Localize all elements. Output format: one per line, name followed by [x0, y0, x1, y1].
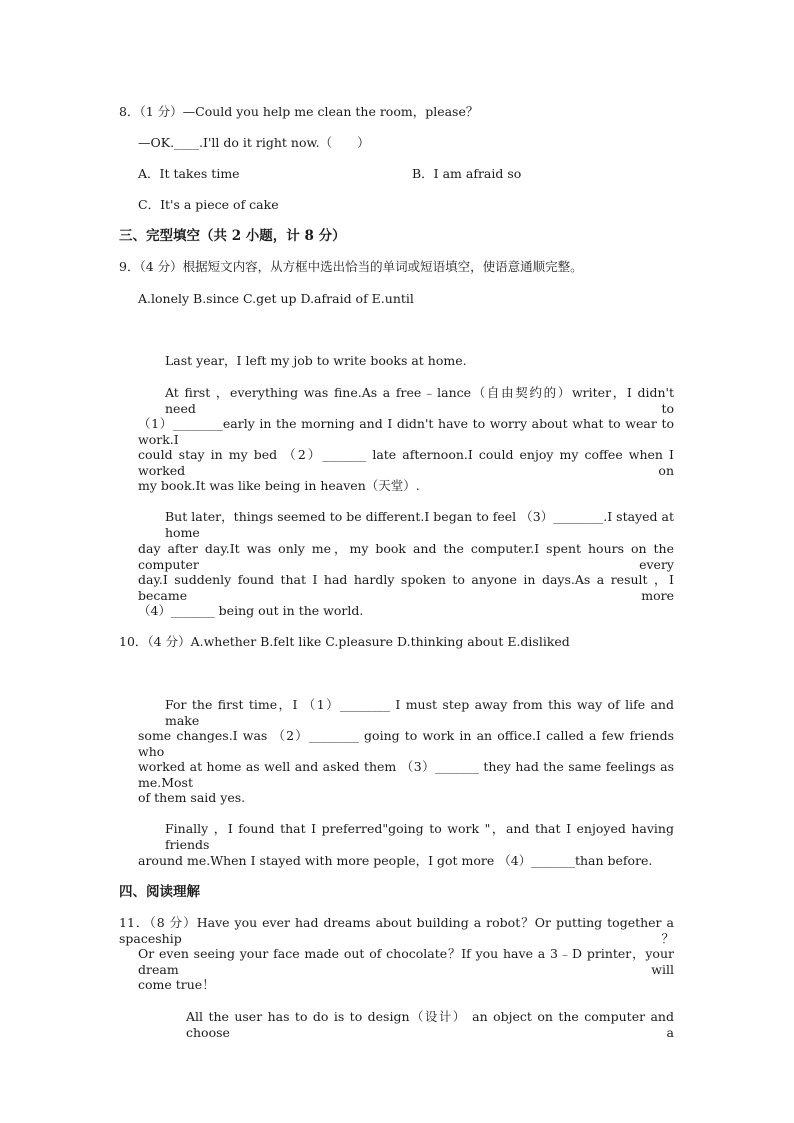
q9-passage-line: could stay in my bed （2）_______ late afternoon.I could enjoy my coffee when I worked on	[138, 447, 674, 478]
q9-passage-line: day.I suddenly found that I had hardly spoken to anyone in days.As a result ，I became more	[138, 572, 674, 603]
q9-stem: 9．（4 分）根据短文内容，从方框中选出恰当的单词或短语填空，使语意通顺完整。	[119, 259, 583, 274]
section-4-heading: 四、阅读理解	[119, 884, 200, 900]
q10-stem: 10．（4 分）A.whether B.felt like C.pleasure D.thinking about E.disliked	[119, 634, 570, 649]
q10-passage-line: around me.When I stayed with more people，I got more （4）_______than before.	[138, 853, 653, 868]
q8-option-b: B．I am afraid so	[412, 166, 522, 181]
q8-option-a: A．It takes time	[138, 166, 240, 181]
q9-passage-line: But later，things seemed to be different.I began to feel （3）________.I stayed at home	[165, 509, 674, 540]
q11-passage-line: 11．（8 分）Have you ever had dreams about building a robot？Or putting together a spaceship？	[119, 915, 674, 946]
q10-passage-line: worked at home as well and asked them （3）_______ they had the same feelings as me.Most	[138, 759, 674, 790]
q9-passage-line: （1）________early in the morning and I didn't have to worry about what to wear to work.I	[138, 416, 674, 447]
section-3-heading: 三、完型填空（共 2 小题，计 8 分）	[119, 228, 346, 244]
q9-passage-line: my book.It was like being in heaven（天堂）.	[138, 478, 420, 493]
q9-passage-line: At first ，everything was fine.As a free﹣lance（自由契约的）writer，I didn't need to	[165, 385, 674, 416]
q9-passage-line: Last year，I left my job to write books at home.	[165, 353, 467, 368]
q10-passage-line: Finally ，I found that I preferred"going to work "，and that I enjoyed having friends	[165, 821, 674, 852]
q11-passage-line: come true！	[138, 977, 215, 992]
q8-stem: 8．（1 分）—Could you help me clean the room，please？	[119, 104, 479, 119]
q10-passage-line: For the first time，I （1）________ I must step away from this way of life and make	[165, 697, 674, 728]
q10-passage-line: some changes.I was （2）________ going to work in an office.I called a few friends who	[138, 728, 674, 759]
q9-passage-line: （4）_______ being out in the world.	[138, 603, 364, 618]
q11-passage-line: All the user has to do is to design（设计） an object on the computer and choose a	[186, 1009, 674, 1040]
q9-choices: A.lonely B.since C.get up D.afraid of E.until	[138, 291, 414, 306]
q8-reply: —OK.____.I'll do it right now.（ ）	[138, 135, 370, 150]
q8-option-c: C．It's a piece of cake	[138, 197, 279, 212]
q10-passage-line: of them said yes.	[138, 790, 246, 805]
q11-passage-line: Or even seeing your face made out of chocolate？If you have a 3﹣D printer，your dream will	[138, 946, 674, 977]
q9-passage-line: day after day.It was only me，my book and the computer.I spent hours on the computer every	[138, 541, 674, 572]
